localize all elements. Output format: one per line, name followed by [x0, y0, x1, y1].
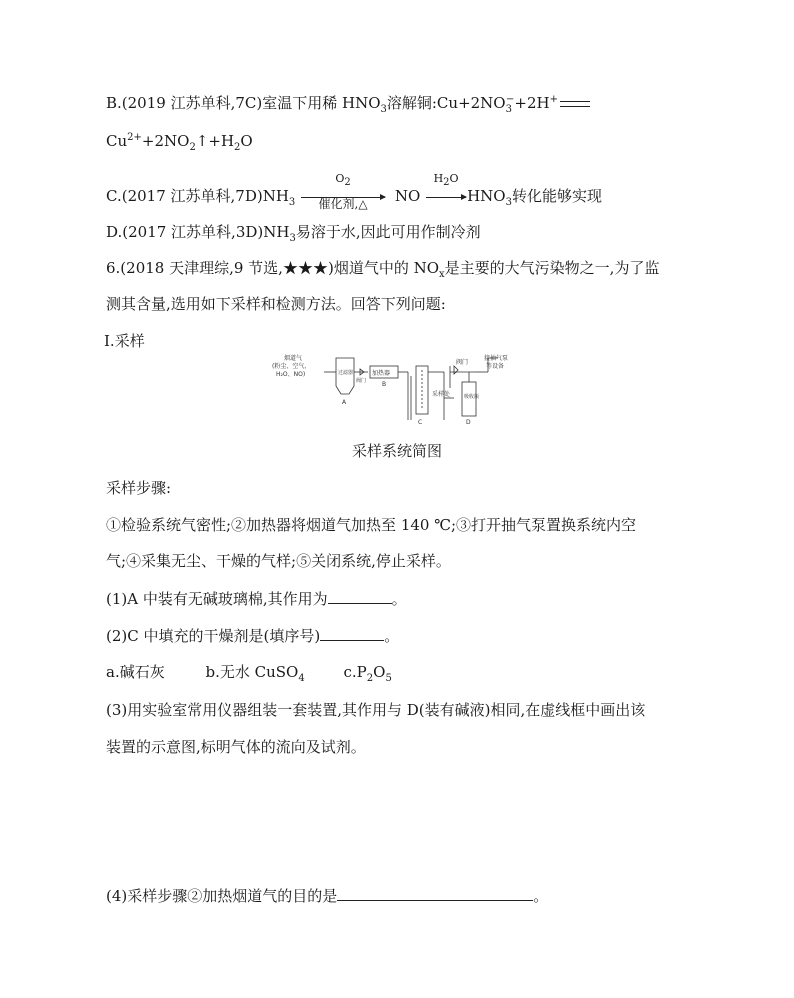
- option-b-line1: [106, 93, 590, 113]
- diagram-label: 烟道气: [284, 355, 303, 362]
- sub: x: [439, 269, 445, 280]
- option-c-text: 转化能够实现: [511, 187, 602, 205]
- sub: 3: [289, 233, 296, 244]
- diagram-label: D: [466, 419, 471, 424]
- option-c-text: C.(2017 江苏单科,7D)NH: [106, 187, 289, 205]
- question-text: 6.(2018 天津理综,9 节选,: [106, 259, 283, 277]
- option-d-text: D.(2017 江苏单科,3D)NH: [106, 223, 290, 241]
- diagram-label: 加热器: [372, 370, 391, 377]
- diagram-label: 吸收瓶: [464, 394, 480, 400]
- section-sampling: Ⅰ.采样: [104, 332, 145, 350]
- option-b-text: B.(2019 江苏单科,7C)室温下用稀 HNO: [106, 94, 381, 112]
- sub: 3: [505, 104, 512, 115]
- diagram-label: 接抽气泵: [484, 355, 509, 362]
- answer-blank[interactable]: [328, 589, 392, 604]
- difficulty-stars: ★★★: [282, 259, 328, 277]
- sup: 2+: [127, 132, 142, 143]
- diagram-caption: 采样系统简图: [351, 442, 442, 460]
- sub: 2: [189, 142, 196, 153]
- option-c: $c.P_2O_5$: [343, 663, 392, 684]
- option-a: a.碱石灰: [106, 663, 165, 681]
- formula-text: Cu: [106, 132, 128, 150]
- question-6-line2: 测其含量,选用如下采样和检测方法。回答下列问题:: [106, 295, 446, 313]
- formula-text: ↑+H: [195, 132, 235, 150]
- question-2-options: [106, 662, 392, 682]
- arrow-top-label: $H_2O$: [433, 172, 459, 189]
- option-b-line2: [106, 131, 253, 151]
- equals-sign: [560, 101, 590, 107]
- formula-text: O: [240, 132, 253, 150]
- formula-text: HNO: [467, 187, 506, 205]
- arrow-line: [426, 197, 466, 198]
- sub: 2: [234, 142, 241, 153]
- question-1: [106, 589, 407, 609]
- question-6-line1: [106, 258, 659, 278]
- question-text: (2)C 中填充的干燥剂是(填序号): [106, 627, 321, 645]
- answer-blank[interactable]: [337, 886, 533, 901]
- option-d-text: 易溶于水,因此可用作制冷剂: [295, 223, 481, 241]
- steps-line1: ①检验系统气密性;②加热器将烟道气加热至 140 ℃;③打开抽气泵置换系统内空: [106, 516, 637, 534]
- diagram-label: 阀门: [456, 359, 469, 366]
- option-b-text: 溶解铜:Cu+2NO: [386, 94, 506, 112]
- reaction-arrow-2: [425, 172, 467, 206]
- diagram-label: 过滤器: [338, 370, 354, 376]
- sup: −: [505, 94, 515, 105]
- reaction-arrow-1: [300, 172, 386, 211]
- diagram-label: (粉尘、空气、: [272, 363, 311, 370]
- option-b: b.无水 CuSO$_4$: [205, 663, 305, 684]
- diagram-label: A: [342, 399, 347, 406]
- diagram-label: 阀门: [356, 378, 367, 384]
- diagram-label: 采样处: [432, 391, 451, 398]
- sub: 3: [505, 197, 512, 208]
- answer-blank[interactable]: [320, 626, 384, 641]
- formula-text: +2NO: [141, 132, 190, 150]
- sup: +: [549, 94, 558, 105]
- sub: 3: [288, 197, 296, 208]
- arrow-top-label: $O_2$: [335, 172, 351, 189]
- option-c-line: [106, 172, 602, 211]
- steps-title: 采样步骤:: [106, 479, 172, 497]
- question-3-line1: (3)用实验室常用仪器组装一套装置,其作用与 D(装有碱液)相同,在虚线框中画出该: [106, 701, 646, 719]
- question-4: [106, 886, 548, 906]
- question-text: 是主要的大气污染物之一,为了监: [444, 259, 660, 277]
- punctuation: 。: [384, 627, 400, 645]
- diagram-label: B: [382, 381, 387, 388]
- question-text: (1)A 中装有无碱玻璃棉,其作用为: [106, 590, 328, 608]
- sub: 3: [380, 104, 387, 115]
- arrow-bottom-label: 催化剂,△: [318, 197, 368, 211]
- question-2: [106, 626, 399, 646]
- sampling-system-diagram: [270, 352, 530, 424]
- punctuation: 。: [391, 590, 407, 608]
- option-b-text: +2H: [514, 94, 550, 112]
- question-text: (4)采样步骤②加热烟道气的目的是: [106, 887, 338, 905]
- question-3-line2: 装置的示意图,标明气体的流向及试剂。: [106, 738, 366, 756]
- question-text: )烟道气中的 NO: [327, 259, 440, 277]
- option-d-line: [106, 222, 481, 242]
- punctuation: 。: [533, 887, 549, 905]
- formula-text: NO: [394, 187, 421, 205]
- diagram-label: C: [418, 419, 423, 424]
- steps-line2: 气;④采集无尘、干燥的气样;⑤关闭系统,停止采样。: [106, 552, 451, 570]
- diagram-label: H₂O、NO): [276, 371, 306, 378]
- diagram-label: 等设备: [486, 363, 505, 370]
